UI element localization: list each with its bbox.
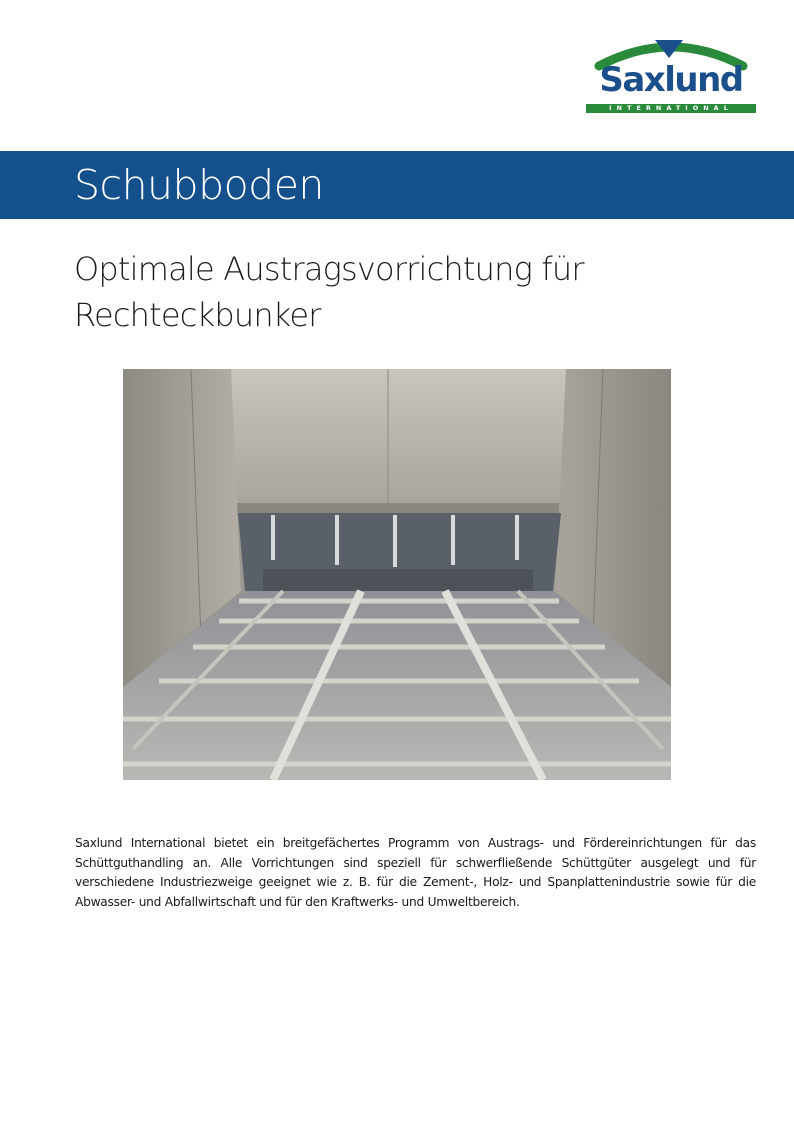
company-logo [583,36,759,116]
page-subtitle [74,246,734,338]
logo-wordmark: Saxlund [599,60,743,100]
logo-tagline: INTERNATIONAL [586,104,756,113]
page-title: Schubboden [74,161,324,209]
subtitle-line-2: Rechteckbunker [74,296,321,334]
subtitle-line-1: Optimale Austragsvorrichtung für [74,250,584,288]
title-banner [0,151,794,219]
bunker-photo-icon [123,369,671,780]
bunker-photo [123,369,671,780]
intro-paragraph: Saxlund International bietet ein breitgefächertes Programm von Austrags- und Fördereinrichtungen für das Schüttguthandling an. Alle Vorrichtungen sind speziell für schwerfließende Schüttgüter ausgelegt und für verschiedene Industriezweige geeignet wie z. B. für die Zement-, Holz- und Spanplattenindustrie sowie für die Abwasser- und Abfallwirtschaft und für den Kraftwerks- und Umweltbereich. [75,836,756,909]
